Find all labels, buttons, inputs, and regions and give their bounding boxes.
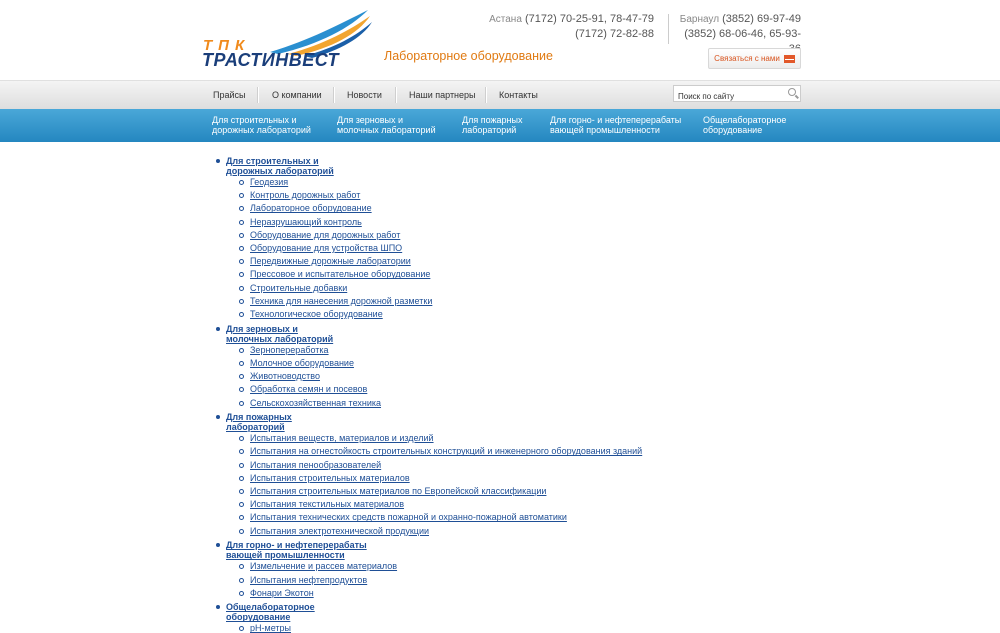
site-header xyxy=(0,0,1000,80)
item-bullet xyxy=(239,529,244,534)
item-bullet xyxy=(239,206,244,211)
sitemap-section-link[interactable]: Общелабораторное оборудование xyxy=(226,602,315,623)
sitemap-item-link[interactable]: Геодезия xyxy=(250,177,289,187)
sitemap-item-link[interactable]: Прессовое и испытательное оборудование xyxy=(250,269,431,280)
header-divider xyxy=(668,14,669,44)
sitemap-item-link[interactable]: Сельскохозяйственная техника xyxy=(250,397,382,408)
site-tagline: Лабораторное оборудование xyxy=(384,49,553,63)
topnav-separator xyxy=(485,87,487,103)
topnav-item-partners[interactable]: Наши партнеры xyxy=(409,90,476,100)
item-bullet xyxy=(239,449,244,454)
sitemap-item-link[interactable]: Испытания нефтепродуктов xyxy=(250,574,368,585)
sitemap-section-link[interactable]: Для пожарных лабораторий xyxy=(226,412,292,433)
catnav-item-mining-oil[interactable]: Для горно- и нефтеперерабаты вающей промышленности xyxy=(550,115,682,135)
sitemap-item-link[interactable]: Измельчение и рассев материалов xyxy=(250,561,398,572)
logo-small-text: ТПК xyxy=(203,37,251,54)
city-label: Барнаул xyxy=(679,14,720,25)
section-bullet xyxy=(216,605,220,609)
sitemap-item-link[interactable]: Молочное оборудование xyxy=(250,357,354,368)
city-label: Астана xyxy=(489,14,522,25)
item-bullet xyxy=(239,489,244,494)
sitemap-item-link[interactable]: Испытания на огнестойкость строительных конструкций и инженерного оборудования зданий xyxy=(250,446,643,457)
search-input[interactable] xyxy=(674,90,778,103)
item-bullet xyxy=(239,348,244,353)
sitemap-item-link[interactable]: Неразрушающий контроль xyxy=(250,216,362,227)
contact-us-label: Связаться с нами xyxy=(714,54,780,63)
topnav-item-prices[interactable]: Прайсы xyxy=(213,90,246,100)
contact-us-button[interactable] xyxy=(708,48,801,69)
topnav-item-news[interactable]: Новости xyxy=(347,90,382,100)
topnav-item-contacts[interactable]: Контакты xyxy=(499,90,538,100)
item-bullet xyxy=(239,463,244,468)
topnav-separator xyxy=(395,87,397,103)
item-bullet xyxy=(239,180,244,185)
item-bullet xyxy=(239,564,244,569)
phone-line: (7172) 70-25-91, 78-47-79 xyxy=(524,13,654,25)
sitemap-item-link[interactable]: Оборудование для дорожных работ xyxy=(250,229,401,240)
sitemap-item-link[interactable]: Испытания текстильных материалов xyxy=(250,499,405,510)
item-bullet xyxy=(239,220,244,225)
section-bullet xyxy=(216,543,220,547)
sitemap-item-link[interactable]: Испытания технических средств пожарной и охранно-пожарной автоматики xyxy=(250,512,567,523)
item-bullet xyxy=(239,401,244,406)
sitemap-item-link[interactable]: Строительные добавки xyxy=(250,282,348,293)
sitemap-item-link[interactable]: pH-метры xyxy=(250,623,291,633)
item-bullet xyxy=(239,578,244,583)
sitemap-item-link[interactable]: Зернопереработка xyxy=(250,344,329,355)
catnav-item-fire[interactable]: Для пожарных лабораторий xyxy=(462,115,523,135)
item-bullet xyxy=(239,246,244,251)
item-bullet xyxy=(239,193,244,198)
catnav-item-grain-dairy[interactable]: Для зерновых и молочных лабораторий xyxy=(337,115,436,135)
mail-icon xyxy=(784,55,795,63)
sitemap-item-link[interactable]: Лабораторное оборудование xyxy=(250,203,372,214)
item-bullet xyxy=(239,374,244,379)
item-bullet xyxy=(239,515,244,520)
item-bullet xyxy=(239,312,244,317)
topnav-separator xyxy=(257,87,259,103)
sitemap-item-link[interactable]: Животноводство xyxy=(250,371,320,382)
search-icon[interactable] xyxy=(788,88,796,96)
sitemap-item-link[interactable]: Передвижные дорожные лаборатории xyxy=(250,256,411,267)
sitemap-item-link[interactable]: Испытания веществ, материалов и изделий xyxy=(250,433,434,444)
item-bullet xyxy=(239,259,244,264)
item-bullet xyxy=(239,591,244,596)
sitemap-section-link[interactable]: Для строительных и дорожных лабораторий xyxy=(226,156,334,176)
topnav-separator xyxy=(333,87,335,103)
catnav-item-construction[interactable]: Для строительных и дорожных лабораторий xyxy=(212,115,311,135)
item-bullet xyxy=(239,476,244,481)
sitemap-item-link[interactable]: Испытания строительных материалов по Европейской классификации xyxy=(250,486,547,496)
phones-astana xyxy=(460,12,654,42)
sitemap-section-link[interactable]: Для горно- и нефтеперерабаты вающей промышленности xyxy=(226,540,367,561)
item-bullet xyxy=(239,502,244,507)
category-navigation xyxy=(0,109,1000,142)
item-bullet xyxy=(239,233,244,238)
section-bullet xyxy=(216,159,220,163)
company-logo[interactable] xyxy=(200,8,375,70)
catnav-item-general-lab[interactable]: Общелабораторное оборудование xyxy=(703,115,787,135)
sitemap-item-link[interactable]: Испытания пенообразователей xyxy=(250,459,382,470)
item-bullet xyxy=(239,286,244,291)
sitemap-section-link[interactable]: Для зерновых и молочных лабораторий xyxy=(226,323,334,344)
phone-line: (7172) 72-82-88 xyxy=(575,28,654,40)
top-navigation xyxy=(0,80,1000,109)
sitemap-item-link[interactable]: Технологическое оборудование xyxy=(250,309,383,319)
phone-line: (3852) 68-06-46, 65-93- xyxy=(684,28,801,40)
logo-big-text: ТРАСТИНВЕСТ xyxy=(202,50,340,70)
item-bullet xyxy=(239,299,244,304)
sitemap-item-link[interactable]: Оборудование для устройства ШПО xyxy=(250,243,403,253)
item-bullet xyxy=(239,361,244,366)
sitemap-item-link[interactable]: Испытания строительных материалов xyxy=(250,472,410,483)
sitemap-item-link[interactable]: Обработка семян и посевов xyxy=(250,384,368,395)
item-bullet xyxy=(239,272,244,277)
item-bullet xyxy=(239,387,244,392)
sitemap-item-link[interactable]: Техника для нанесения дорожной разметки xyxy=(250,295,433,306)
sitemap-item-link[interactable]: Испытания электротехнической продукции xyxy=(250,525,430,536)
phone-line: (3852) 69-97-49 xyxy=(722,13,801,25)
item-bullet xyxy=(239,436,244,441)
section-bullet xyxy=(216,415,220,419)
section-bullet xyxy=(216,327,220,331)
sitemap-item-link[interactable]: Контроль дорожных работ xyxy=(250,190,361,201)
topnav-item-about[interactable]: О компании xyxy=(272,90,322,100)
sitemap-item-link[interactable]: Фонари Экотон xyxy=(250,587,314,598)
search-box xyxy=(673,85,801,102)
